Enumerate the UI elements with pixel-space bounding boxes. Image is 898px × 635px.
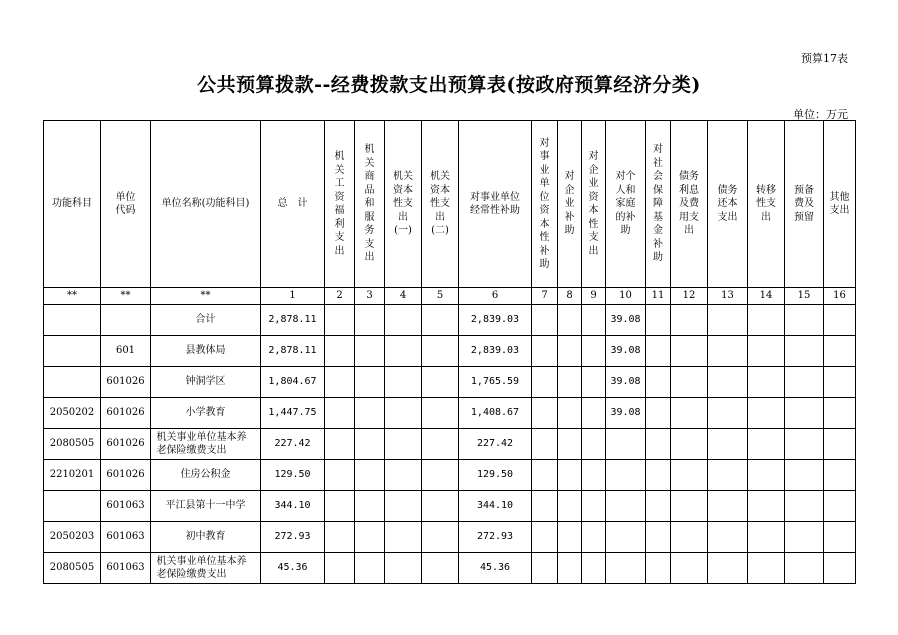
col-6-cell: 1,765.59	[459, 367, 532, 398]
col-10-cell	[606, 460, 646, 491]
header-col-3: 机关商品和服务支出	[355, 121, 385, 288]
index-cell: 14	[748, 288, 785, 305]
col-15-cell	[785, 522, 824, 553]
col-7-cell	[532, 522, 558, 553]
col-10-cell: 39.08	[606, 398, 646, 429]
col-3-cell	[355, 553, 385, 584]
col-16-cell	[824, 336, 856, 367]
col-16-cell	[824, 305, 856, 336]
col-16-cell	[824, 460, 856, 491]
col-14-cell	[748, 553, 785, 584]
table-number: 预算17表	[801, 52, 848, 65]
index-cell: 3	[355, 288, 385, 305]
unit-code-cell: 601026	[101, 429, 151, 460]
col-4-cell	[385, 429, 422, 460]
index-cell: **	[101, 288, 151, 305]
index-cell: 10	[606, 288, 646, 305]
col-4-cell	[385, 336, 422, 367]
col-7-cell	[532, 336, 558, 367]
header-col-9: 对企业资本性支出	[582, 121, 606, 288]
col-4-cell	[385, 367, 422, 398]
table-row	[44, 336, 856, 367]
col-15-cell	[785, 305, 824, 336]
col-15-cell	[785, 429, 824, 460]
col-13-cell	[708, 553, 748, 584]
unit-name-cell: 初中教育	[151, 522, 261, 553]
col-2-cell	[325, 491, 355, 522]
header-col-11: 对社会保障基金补助	[646, 121, 671, 288]
col-2-cell	[325, 429, 355, 460]
col-10-cell: 39.08	[606, 367, 646, 398]
col-6-cell: 45.36	[459, 553, 532, 584]
header-function-code: 功能科目	[44, 121, 101, 288]
col-3-cell	[355, 336, 385, 367]
col-6-cell: 129.50	[459, 460, 532, 491]
index-cell: 6	[459, 288, 532, 305]
page-title: 公共预算拨款--经费拨款支出预算表(按政府预算经济分类)	[197, 74, 701, 96]
col-9-cell	[582, 367, 606, 398]
total-cell: 2,878.11	[261, 305, 325, 336]
table-row	[44, 429, 856, 460]
function-code-cell: 2080505	[44, 429, 101, 460]
col-6-cell: 272.93	[459, 522, 532, 553]
function-code-cell	[44, 305, 101, 336]
unit-code-cell: 601026	[101, 398, 151, 429]
col-5-cell	[422, 336, 459, 367]
total-cell: 1,447.75	[261, 398, 325, 429]
col-12-cell	[671, 553, 708, 584]
col-2-cell	[325, 336, 355, 367]
col-15-cell	[785, 491, 824, 522]
col-6-cell: 2,839.03	[459, 305, 532, 336]
col-8-cell	[558, 336, 582, 367]
col-14-cell	[748, 522, 785, 553]
unit-name-cell: 合计	[151, 305, 261, 336]
col-5-cell	[422, 460, 459, 491]
unit-name-cell: 县教体局	[151, 336, 261, 367]
function-code-cell: 2080505	[44, 553, 101, 584]
header-col-6: 对事业单位经常性补助	[459, 121, 532, 288]
col-3-cell	[355, 491, 385, 522]
unit-name-cell: 住房公积金	[151, 460, 261, 491]
col-2-cell	[325, 305, 355, 336]
unit-name-cell: 平江县第十一中学	[151, 491, 261, 522]
col-10-cell	[606, 522, 646, 553]
col-6-cell: 227.42	[459, 429, 532, 460]
header-col-12: 债务利息及费用支出	[671, 121, 708, 288]
header-col-4: 机关资本性支出(一)	[385, 121, 422, 288]
col-3-cell	[355, 522, 385, 553]
col-11-cell	[646, 429, 671, 460]
col-14-cell	[748, 429, 785, 460]
index-cell: 2	[325, 288, 355, 305]
table-row	[44, 491, 856, 522]
col-12-cell	[671, 491, 708, 522]
col-13-cell	[708, 367, 748, 398]
total-cell: 227.42	[261, 429, 325, 460]
col-9-cell	[582, 336, 606, 367]
cell-text: 机关事业单位基本养老保险缴费支出	[156, 555, 247, 580]
col-15-cell	[785, 367, 824, 398]
index-cell: 16	[824, 288, 856, 305]
header-unit-name: 单位名称(功能科目)	[151, 121, 261, 288]
col-12-cell	[671, 460, 708, 491]
table-row	[44, 398, 856, 429]
col-11-cell	[646, 491, 671, 522]
header-col-14: 转移性支出	[748, 121, 785, 288]
col-2-cell	[325, 367, 355, 398]
table-row	[44, 553, 856, 584]
col-11-cell	[646, 460, 671, 491]
col-12-cell	[671, 429, 708, 460]
col-16-cell	[824, 367, 856, 398]
col-14-cell	[748, 460, 785, 491]
unit-name-cell: 小学教育	[151, 398, 261, 429]
cell-text: 机关事业单位基本养老保险缴费支出	[156, 431, 247, 456]
col-2-cell	[325, 522, 355, 553]
header-col-10: 对个人和家庭的补助	[606, 121, 646, 288]
function-code-cell	[44, 367, 101, 398]
col-7-cell	[532, 460, 558, 491]
col-3-cell	[355, 398, 385, 429]
col-13-cell	[708, 305, 748, 336]
col-10-cell: 39.08	[606, 305, 646, 336]
col-14-cell	[748, 491, 785, 522]
col-5-cell	[422, 522, 459, 553]
total-cell: 129.50	[261, 460, 325, 491]
index-cell: 9	[582, 288, 606, 305]
col-8-cell	[558, 398, 582, 429]
header-col-5: 机关资本性支出(二)	[422, 121, 459, 288]
index-cell: 13	[708, 288, 748, 305]
col-16-cell	[824, 429, 856, 460]
header-col-16: 其他支出	[824, 121, 856, 288]
index-cell: 7	[532, 288, 558, 305]
unit-name-cell	[151, 553, 261, 584]
header-row	[44, 121, 856, 288]
col-4-cell	[385, 553, 422, 584]
col-13-cell	[708, 491, 748, 522]
index-cell: 8	[558, 288, 582, 305]
col-15-cell	[785, 460, 824, 491]
col-8-cell	[558, 305, 582, 336]
col-5-cell	[422, 305, 459, 336]
col-5-cell	[422, 398, 459, 429]
total-cell: 1,804.67	[261, 367, 325, 398]
table-row	[44, 460, 856, 491]
index-cell: **	[44, 288, 101, 305]
index-cell: 11	[646, 288, 671, 305]
table-row	[44, 367, 856, 398]
col-12-cell	[671, 398, 708, 429]
index-cell: 12	[671, 288, 708, 305]
col-9-cell	[582, 491, 606, 522]
header-col-13: 债务还本支出	[708, 121, 748, 288]
col-3-cell	[355, 367, 385, 398]
col-13-cell	[708, 429, 748, 460]
index-cell: **	[151, 288, 261, 305]
col-13-cell	[708, 522, 748, 553]
function-code-cell: 2050202	[44, 398, 101, 429]
col-15-cell	[785, 553, 824, 584]
function-code-cell: 2050203	[44, 522, 101, 553]
total-cell: 344.10	[261, 491, 325, 522]
index-cell: 15	[785, 288, 824, 305]
table-row	[44, 522, 856, 553]
col-7-cell	[532, 491, 558, 522]
col-2-cell	[325, 460, 355, 491]
col-5-cell	[422, 553, 459, 584]
function-code-cell	[44, 491, 101, 522]
index-row	[44, 288, 856, 305]
col-8-cell	[558, 491, 582, 522]
col-6-cell: 1,408.67	[459, 398, 532, 429]
col-8-cell	[558, 367, 582, 398]
col-15-cell	[785, 398, 824, 429]
col-13-cell	[708, 398, 748, 429]
col-9-cell	[582, 398, 606, 429]
unit-code-cell: 601	[101, 336, 151, 367]
unit-code-cell	[101, 305, 151, 336]
unit-code-cell: 601063	[101, 522, 151, 553]
col-8-cell	[558, 522, 582, 553]
col-16-cell	[824, 491, 856, 522]
col-13-cell	[708, 336, 748, 367]
col-9-cell	[582, 522, 606, 553]
col-3-cell	[355, 460, 385, 491]
col-4-cell	[385, 491, 422, 522]
col-8-cell	[558, 429, 582, 460]
col-4-cell	[385, 398, 422, 429]
col-7-cell	[532, 398, 558, 429]
total-cell: 45.36	[261, 553, 325, 584]
total-cell: 2,878.11	[261, 336, 325, 367]
col-4-cell	[385, 305, 422, 336]
col-6-cell: 344.10	[459, 491, 532, 522]
col-4-cell	[385, 460, 422, 491]
col-7-cell	[532, 429, 558, 460]
total-cell: 272.93	[261, 522, 325, 553]
col-16-cell	[824, 398, 856, 429]
col-5-cell	[422, 367, 459, 398]
col-2-cell	[325, 553, 355, 584]
unit-label: 单位：万元	[793, 108, 848, 121]
col-7-cell	[532, 553, 558, 584]
col-11-cell	[646, 367, 671, 398]
col-11-cell	[646, 305, 671, 336]
col-9-cell	[582, 305, 606, 336]
col-11-cell	[646, 553, 671, 584]
unit-code-cell: 601063	[101, 491, 151, 522]
col-9-cell	[582, 553, 606, 584]
header-total: 总 计	[261, 121, 325, 288]
col-4-cell	[385, 522, 422, 553]
table-row	[44, 305, 856, 336]
unit-code-cell: 601026	[101, 460, 151, 491]
function-code-cell: 2210201	[44, 460, 101, 491]
header-col-7: 对事业单位资本性补助	[532, 121, 558, 288]
col-10-cell	[606, 553, 646, 584]
col-16-cell	[824, 553, 856, 584]
col-6-cell: 2,839.03	[459, 336, 532, 367]
unit-name-cell: 钟洞学区	[151, 367, 261, 398]
unit-name-cell	[151, 429, 261, 460]
col-14-cell	[748, 398, 785, 429]
col-8-cell	[558, 553, 582, 584]
col-12-cell	[671, 367, 708, 398]
col-9-cell	[582, 429, 606, 460]
col-7-cell	[532, 305, 558, 336]
col-12-cell	[671, 522, 708, 553]
col-16-cell	[824, 522, 856, 553]
col-11-cell	[646, 522, 671, 553]
col-8-cell	[558, 460, 582, 491]
col-3-cell	[355, 305, 385, 336]
col-14-cell	[748, 336, 785, 367]
col-5-cell	[422, 429, 459, 460]
col-12-cell	[671, 305, 708, 336]
unit-code-cell: 601026	[101, 367, 151, 398]
col-11-cell	[646, 336, 671, 367]
header-unit-code: 单位代码	[101, 121, 151, 288]
col-7-cell	[532, 367, 558, 398]
header-col-15: 预备费及预留	[785, 121, 824, 288]
col-14-cell	[748, 305, 785, 336]
col-10-cell	[606, 491, 646, 522]
header-col-2: 机关工资福利支出	[325, 121, 355, 288]
col-2-cell	[325, 398, 355, 429]
col-14-cell	[748, 367, 785, 398]
index-cell: 1	[261, 288, 325, 305]
col-11-cell	[646, 398, 671, 429]
col-10-cell: 39.08	[606, 336, 646, 367]
index-cell: 5	[422, 288, 459, 305]
col-13-cell	[708, 460, 748, 491]
col-10-cell	[606, 429, 646, 460]
budget-table	[43, 120, 856, 584]
col-15-cell	[785, 336, 824, 367]
col-9-cell	[582, 460, 606, 491]
unit-code-cell: 601063	[101, 553, 151, 584]
col-3-cell	[355, 429, 385, 460]
col-5-cell	[422, 491, 459, 522]
function-code-cell	[44, 336, 101, 367]
header-col-8: 对企业补助	[558, 121, 582, 288]
index-cell: 4	[385, 288, 422, 305]
col-12-cell	[671, 336, 708, 367]
